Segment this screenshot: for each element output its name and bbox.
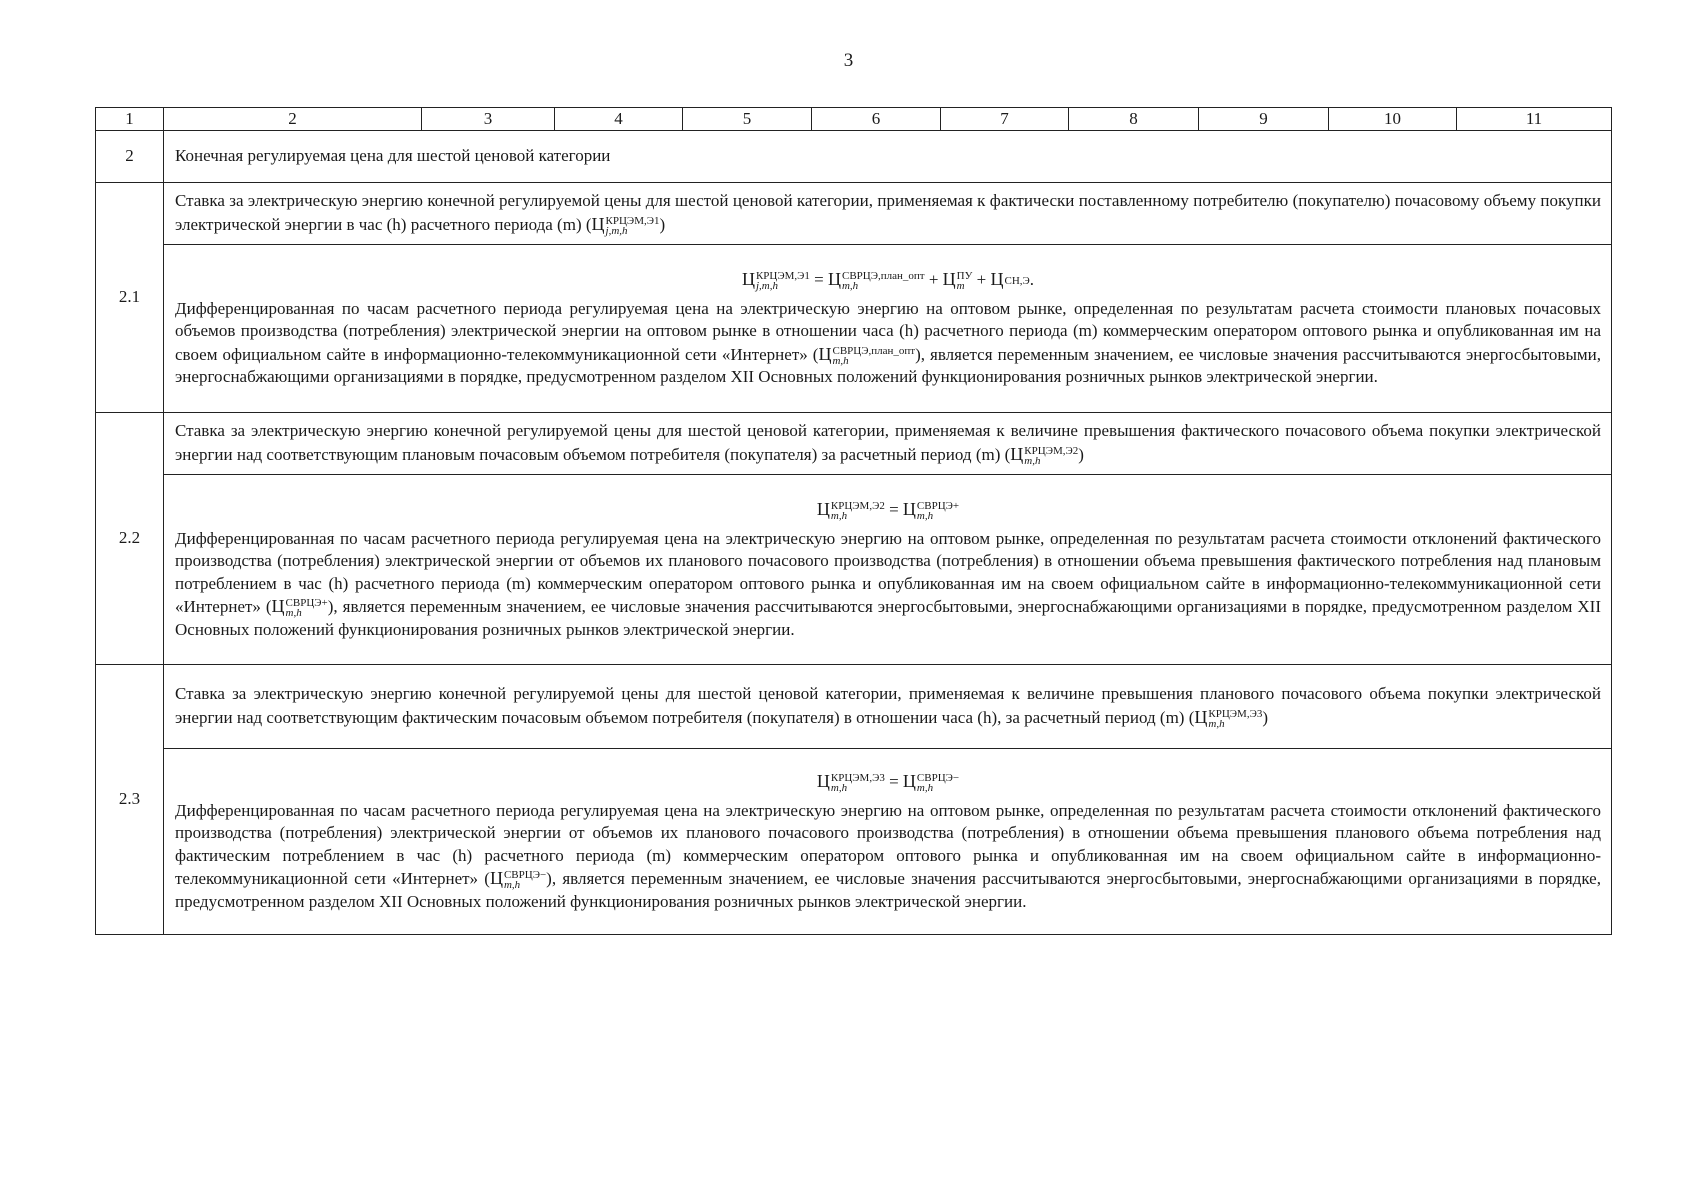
column-header: 10 [1329,108,1457,131]
page-number: 3 [843,50,854,71]
column-header: 8 [1069,108,1199,131]
column-header: 1 [96,108,164,131]
section-title: Конечная регулируемая цена для шестой ценовой категории [164,131,1612,183]
column-header: 3 [422,108,555,131]
section-number: 2 [96,131,164,183]
price-symbol: Ц СВРЦЭ+ m,h [271,595,328,619]
price-symbol: Ц ПУ m [942,269,973,292]
price-symbol: Ц СН,Э [990,269,1030,290]
column-header: 2 [164,108,422,131]
formula: Ц КРЦЭМ,Э2 m,h = Ц СВРЦЭ+ m,h [816,498,960,522]
rate-intro-row [96,183,1612,245]
rate-description: Дифференцированная по часам расчетного периода регулируемая цена на электрическую энергию на оптовом рынке, определенная по результатам расчета стоимости отклонений фактического производства (потребления) электрической энергии от объемов их планового почасового производства (потребления) в отношении объема превышения фактического потребления над плановым потреблением в час (h) расчетного периода (m) коммерческим оператором оптового рынка и опубликованная им на своем официальном сайте в информационно-телекоммуникационной сети «Интернет» (Ц СВРЦЭ+ m,h ), является переменным значением, ее числовые значения рассчитываются энергосбытовыми, энергоснабжающими организациями в порядке, предусмотренном разделом XII Основных положений функционирования розничных рынков электрической энергии. [175,528,1601,639]
price-symbol: Ц КРЦЭМ,Э2 m,h [816,498,885,522]
price-symbol: Ц КРЦЭМ,Э1 j,m,h [741,269,810,292]
formula: Ц КРЦЭМ,Э1 j,m,h = Ц СВРЦЭ,план_опт m,h + Ц ПУ m + Ц СН,Э . [741,269,1035,292]
column-header: 4 [555,108,683,131]
column-header: 5 [683,108,812,131]
rate-formula-row [96,245,1612,413]
column-header: 11 [1457,108,1612,131]
column-header: 6 [812,108,941,131]
rate-definition: Ставка за электрическую энергию конечной регулируемой цены для шестой ценовой категории, применяемая к величине превышения планового почасового объема покупки электрической энергии над соответствующим фактическим почасовым объемом потребителя (покупателя) в отношении часа (h), за расчетный период (m) (Ц КРЦЭМ,Э3 m,h ) [164,665,1612,749]
rate-definition: Ставка за электрическую энергию конечной регулируемой цены для шестой ценовой категории, применяемая к фактически поставленному потребителю (покупателю) почасовому объему покупки электрической энергии в час (h) расчетного периода (m) (Ц КРЦЭМ,Э1 j,m,h ) [164,183,1612,245]
rate-formula-cell [164,749,1612,935]
price-symbol: Ц КРЦЭМ,Э3 m,h [816,770,885,794]
column-header: 7 [941,108,1069,131]
rate-intro-row [96,413,1612,475]
price-symbol: Ц СВРЦЭ− m,h [489,867,547,891]
price-symbol: Ц КРЦЭМ,Э1 j,m,h [591,213,660,237]
price-symbol: Ц КРЦЭМ,Э3 m,h [1194,706,1263,730]
rate-formula-cell [164,245,1612,413]
rate-formula-cell [164,475,1612,665]
tariff-table [95,107,1612,935]
item-number: 2.2 [96,413,164,665]
item-number: 2.3 [96,665,164,935]
rate-formula-row [96,749,1612,935]
column-header: 9 [1199,108,1329,131]
section-row [96,131,1612,183]
rate-formula-row [96,475,1612,665]
rate-description: Дифференцированная по часам расчетного периода регулируемая цена на электрическую энергию на оптовом рынке, определенная по результатам расчета стоимости отклонений фактического производства (потребления) электрической энергии от объемов их планового почасового производства (потребления) в отношении объема превышения планового объема потребления над фактическим потреблением в час (h) расчетного периода (m) коммерческим оператором оптового рынка и опубликованная им на своем официальном сайте в информационно-телекоммуникационной сети «Интернет» (Ц СВРЦЭ− m,h ), является переменным значением, ее числовые значения рассчитываются энергосбытовыми, энергоснабжающими организациями в порядке, предусмотренном разделом XII Основных положений функционирования розничных рынков электрической энергии. [175,800,1601,911]
price-symbol: Ц КРЦЭМ,Э2 m,h [1010,443,1079,467]
price-symbol: Ц СВРЦЭ+ m,h [902,498,960,522]
price-symbol: Ц СВРЦЭ,план_опт m,h [818,343,916,367]
price-symbol: Ц СВРЦЭ,план_опт m,h [827,269,925,292]
column-number-header [96,108,1612,131]
price-symbol: Ц СВРЦЭ− m,h [902,770,960,794]
rate-description: Дифференцированная по часам расчетного периода регулируемая цена на электрическую энергию на оптовом рынке, определенная по результатам расчета стоимости плановых почасовых объемов производства (потребления) электрической энергии на оптовом рынке в отношении часа (h) расчетного периода (m) коммерческим оператором оптового рынка и опубликованная им на своем официальном сайте в информационно-телекоммуникационной сети «Интернет» (Ц СВРЦЭ,план_опт m,h ), является переменным значением, ее числовые значения рассчитываются энергосбытовыми, энергоснабжающими организациями в порядке, предусмотренном разделом XII Основных положений функционирования розничных рынков электрической энергии. [175,298,1601,387]
item-number: 2.1 [96,183,164,413]
rate-definition: Ставка за электрическую энергию конечной регулируемой цены для шестой ценовой категории, применяемая к величине превышения фактического почасового объема покупки электрической энергии над соответствующим плановым почасовым объемом потребителя (покупателя) за расчетный период (m) (Ц КРЦЭМ,Э2 m,h ) [164,413,1612,475]
formula: Ц КРЦЭМ,Э3 m,h = Ц СВРЦЭ− m,h [816,770,960,794]
rate-intro-row [96,665,1612,749]
